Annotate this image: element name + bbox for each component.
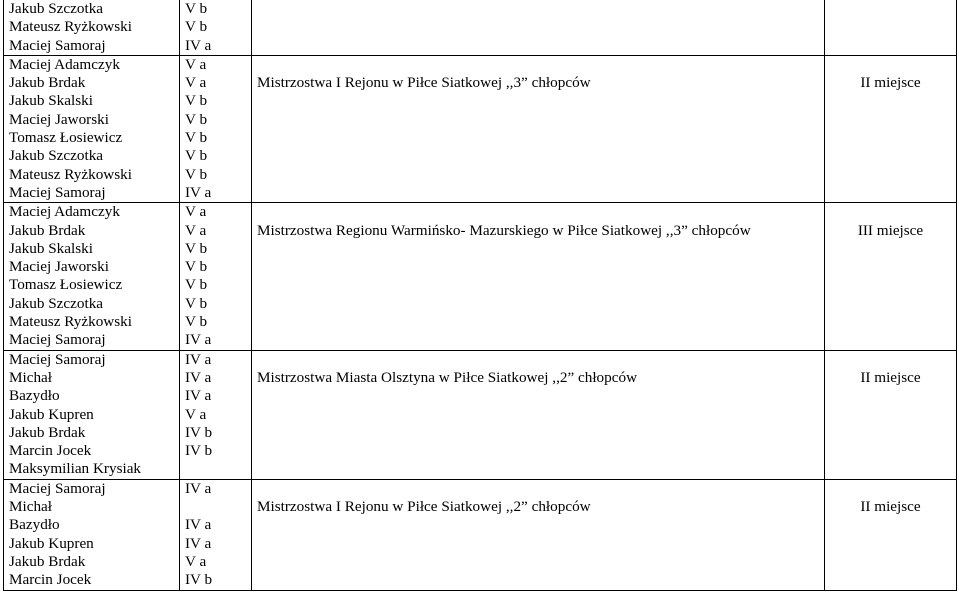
student-class: V b: [185, 276, 208, 294]
competition-cell: [252, 55, 825, 202]
student-class: V b: [185, 165, 208, 183]
student-class: IV a: [185, 516, 212, 534]
competition-cell: [252, 203, 825, 350]
student-class: IV b: [185, 442, 213, 460]
student-class: IV a: [185, 350, 212, 368]
student-class: V a: [185, 552, 207, 570]
place-result: II miejsce: [860, 368, 921, 386]
competition-cell: [252, 0, 825, 55]
competition-name: Mistrzostwa I Rejonu w Piłce Siatkowej ,,2” chłopców: [257, 498, 591, 516]
student-class: IV a: [185, 183, 212, 201]
student-name: Mateusz Ryżkowski: [9, 18, 132, 36]
student-names-cell: [4, 479, 180, 590]
student-name: Tomasz Łosiewicz: [9, 276, 123, 294]
place-result: III miejsce: [857, 221, 924, 239]
student-names-cell: [4, 55, 180, 202]
student-class: V b: [185, 129, 208, 147]
place-result: II miejsce: [860, 498, 921, 516]
competition-name: Mistrzostwa Miasta Olsztyna w Piłce Siatkowej ,,2” chłopców: [257, 368, 638, 386]
student-class: IV a: [185, 534, 212, 552]
table-row: [4, 479, 957, 590]
student-name: Mateusz Ryżkowski: [9, 165, 132, 183]
student-name: Jakub Szczotka: [9, 294, 104, 312]
student-class: V a: [185, 55, 207, 73]
student-class: IV a: [185, 479, 212, 497]
student-name: Bazydło: [9, 387, 60, 405]
student-name: Jakub Brdak: [9, 423, 86, 441]
student-name: Jakub Brdak: [9, 74, 86, 92]
student-class: V b: [185, 313, 208, 331]
student-class: V b: [185, 92, 208, 110]
student-name: Maciej Samoraj: [9, 36, 106, 54]
student-classes-cell: [180, 479, 252, 590]
student-name: Maciej Samoraj: [9, 350, 106, 368]
results-table: [3, 0, 957, 591]
student-class: [185, 498, 246, 516]
student-classes-cell: [180, 350, 252, 479]
student-name: Jakub Kupren: [9, 405, 94, 423]
student-name: Jakub Szczotka: [9, 147, 104, 165]
student-class: [185, 460, 246, 478]
place-cell: [825, 203, 957, 350]
competition-name: Mistrzostwa Regionu Warmińsko- Mazurskiego w Piłce Siatkowej ,,3” chłopców: [257, 221, 751, 239]
competition-cell: [252, 350, 825, 479]
student-class: V b: [185, 258, 208, 276]
student-name: Bazydło: [9, 516, 60, 534]
place-result: II miejsce: [860, 74, 921, 92]
student-class: IV b: [185, 571, 213, 589]
student-name: Jakub Brdak: [9, 221, 86, 239]
student-name: Michał: [9, 368, 53, 386]
table-row: [4, 350, 957, 479]
student-class: V b: [185, 110, 208, 128]
student-class: V b: [185, 147, 208, 165]
table-row: [4, 55, 957, 202]
student-class: V a: [185, 405, 207, 423]
table-row: [4, 203, 957, 350]
table-row: [4, 0, 957, 55]
student-name: Jakub Skalski: [9, 92, 93, 110]
student-name: Maciej Jaworski: [9, 110, 109, 128]
student-name: Maciej Jaworski: [9, 258, 109, 276]
student-names-cell: [4, 203, 180, 350]
student-name: Marcin Jocek: [9, 442, 92, 460]
student-class: IV a: [185, 387, 212, 405]
competition-name: Mistrzostwa I Rejonu w Piłce Siatkowej ,,3” chłopców: [257, 74, 591, 92]
place-cell: [825, 350, 957, 479]
student-class: V a: [185, 203, 207, 221]
student-names-cell: [4, 350, 180, 479]
student-class: V b: [185, 0, 208, 17]
student-name: Jakub Skalski: [9, 239, 93, 257]
student-name: Michał: [9, 498, 53, 516]
student-name: Maciej Adamczyk: [9, 55, 120, 73]
student-classes-cell: [180, 203, 252, 350]
results-table-body: [4, 0, 957, 590]
student-class: V a: [185, 74, 207, 92]
student-name: Maciej Adamczyk: [9, 203, 120, 221]
student-name: Marcin Jocek: [9, 571, 92, 589]
student-class: IV a: [185, 36, 212, 54]
competition-cell: [252, 479, 825, 590]
student-class: V b: [185, 239, 208, 257]
student-class: V b: [185, 18, 208, 36]
student-names-cell: [4, 0, 180, 55]
place-cell: [825, 55, 957, 202]
student-class: IV a: [185, 368, 212, 386]
student-name: Maksymilian Krysiak: [9, 460, 142, 478]
student-name: Maciej Samoraj: [9, 331, 106, 349]
student-classes-cell: [180, 0, 252, 55]
place-cell: [825, 479, 957, 590]
student-name: Jakub Brdak: [9, 552, 86, 570]
student-classes-cell: [180, 55, 252, 202]
student-class: V b: [185, 294, 208, 312]
student-class: IV b: [185, 423, 213, 441]
student-name: Jakub Kupren: [9, 534, 94, 552]
student-name: Tomasz Łosiewicz: [9, 129, 123, 147]
student-class: V a: [185, 221, 207, 239]
student-name: Mateusz Ryżkowski: [9, 313, 132, 331]
student-class: IV a: [185, 331, 212, 349]
place-cell: [825, 0, 957, 55]
student-name: Maciej Samoraj: [9, 479, 106, 497]
student-name: Jakub Szczotka: [9, 0, 104, 17]
student-name: Maciej Samoraj: [9, 183, 106, 201]
